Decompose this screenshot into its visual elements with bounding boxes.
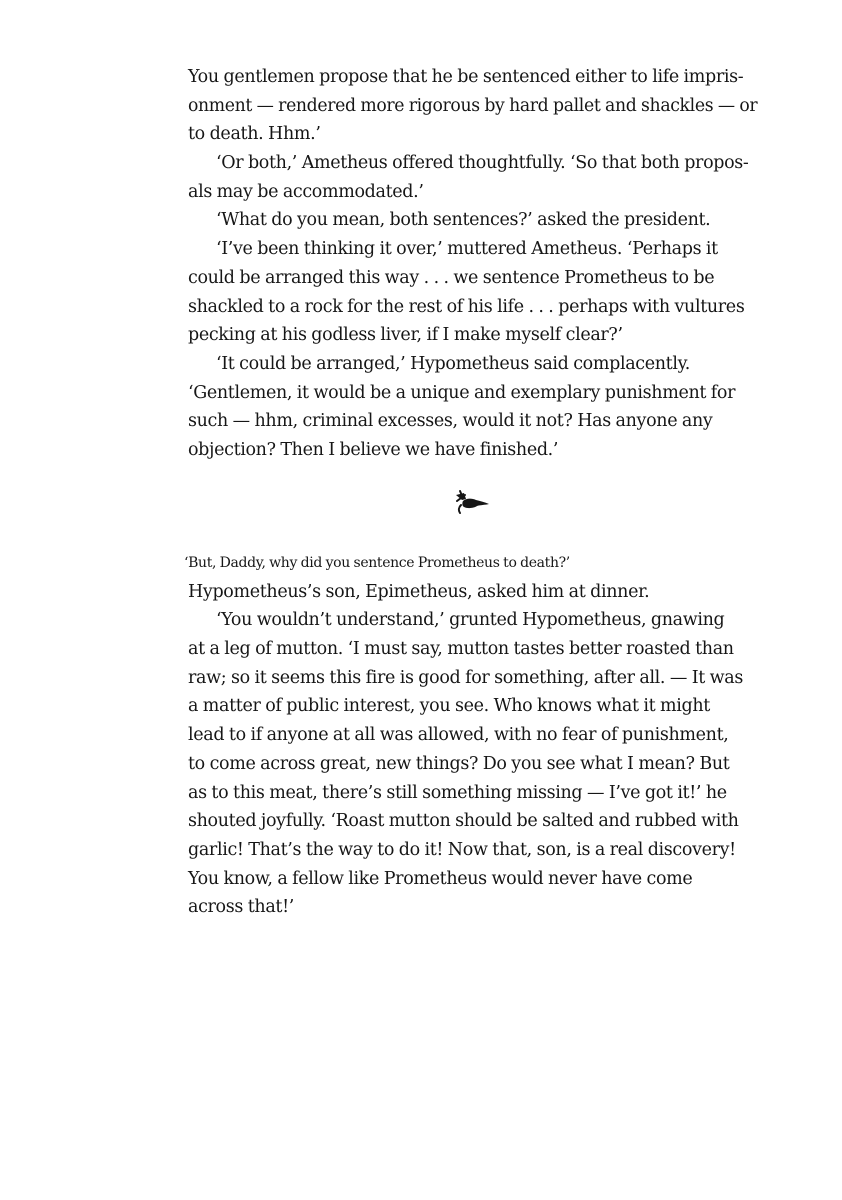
text-line: als may be accommodated.’ bbox=[188, 181, 424, 202]
text-line: pecking at his godless liver, if I make myself clear?’ bbox=[188, 325, 623, 346]
text-line: shouted joyfully. ‘Roast mutton should be salted and rubbed with bbox=[188, 811, 739, 832]
text-line: ‘What do you mean, both sentences?’ asked the president. bbox=[216, 210, 711, 231]
text-line: across that!’ bbox=[188, 897, 294, 918]
text-line: onment — rendered more rigorous by hard pallet and shackles — or bbox=[188, 95, 758, 116]
text-line: You gentlemen propose that he be sentenced either to life impris- bbox=[188, 67, 744, 87]
text-line: garlic! That’s the way to do it! Now that, son, is a real discovery! bbox=[188, 839, 736, 860]
text-line: ‘But, Daddy, why did you sentence Prometheus to death?’ bbox=[184, 555, 570, 571]
text-line: ‘You wouldn’t understand,’ grunted Hypometheus, gnawing bbox=[216, 610, 725, 631]
text-line: shackled to a rock for the rest of his life . . . perhaps with vultures bbox=[188, 296, 745, 317]
text-line: such — hhm, criminal excesses, would it not? Has anyone any bbox=[188, 411, 713, 432]
text-line: to come across great, new things? Do you see what I mean? But bbox=[188, 753, 730, 774]
pointing-hand-fleuron-icon bbox=[452, 489, 492, 519]
text-line: ‘Gentlemen, it would be a unique and exemplary punishment for bbox=[188, 382, 736, 403]
text-line: ‘I’ve been thinking it over,’ muttered Ametheus. ‘Perhaps it bbox=[216, 239, 718, 260]
text-line: to death. Hhm.’ bbox=[188, 124, 321, 145]
text-section-2 bbox=[184, 549, 758, 922]
text-line: a matter of public interest, you see. Who knows what it might bbox=[188, 696, 710, 717]
text-line: Hypometheus’s son, Epimetheus, asked him at dinner. bbox=[188, 581, 650, 602]
text-line: lead to if anyone at all was allowed, with no fear of punishment, bbox=[188, 725, 729, 746]
text-line: at a leg of mutton. ‘I must say, mutton tastes better roasted than bbox=[188, 639, 734, 660]
text-line: ‘Or both,’ Ametheus offered thoughtfully. ‘So that both propos- bbox=[216, 153, 749, 174]
text-line: as to this meat, there’s still something missing — I’ve got it!’ he bbox=[188, 782, 727, 803]
text-line: You know, a fellow like Prometheus would never have come bbox=[188, 868, 693, 889]
text-line: raw; so it seems this fire is good for something, after all. — It was bbox=[188, 667, 744, 688]
text-line: ‘It could be arranged,’ Hypometheus said complacently. bbox=[216, 353, 691, 374]
text-line: objection? Then I believe we have finished.’ bbox=[188, 439, 559, 460]
text-line: could be arranged this way . . . we sentence Prometheus to be bbox=[188, 267, 715, 288]
text-section-1 bbox=[188, 63, 758, 465]
